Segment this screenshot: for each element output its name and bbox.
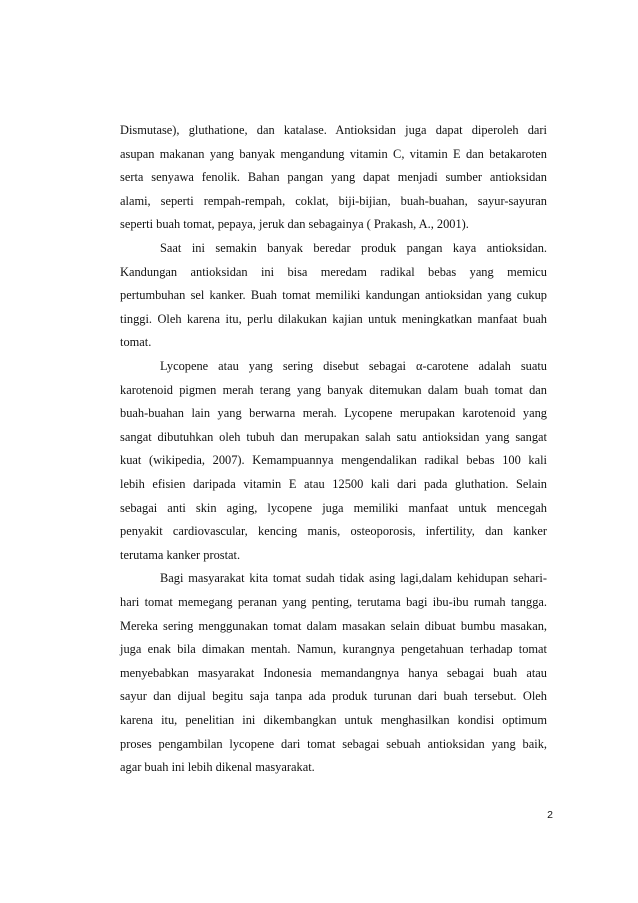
paragraph-first-line: Saat ini semakin banyak beredar produk pangan kaya antioksidan. [160, 241, 547, 255]
text-line: terutama kanker prostat. [120, 548, 241, 562]
text-line: menyebabkan masyarakat Indonesia memandangnya hanya sebagai buah atau [120, 666, 547, 680]
text-line: tomat. [120, 335, 152, 349]
text-line: pertumbuhan sel kanker. Buah tomat memiliki kandungan antioksidan yang cukup [120, 288, 547, 302]
text-line: seperti buah tomat, pepaya, jeruk dan sebagainya ( Prakash, A., 2001). [120, 217, 469, 231]
text-line: kuat (wikipedia, 2007). Kemampuannya mengendalikan radikal bebas 100 kali [120, 453, 547, 467]
paragraph-first-line: Lycopene atau yang sering disebut sebagai α-carotene adalah suatu [160, 359, 547, 373]
paragraph-first-line: Bagi masyarakat kita tomat sudah tidak asing lagi,dalam kehidupan sehari- [160, 571, 547, 585]
text-line: karena itu, penelitian ini dikembangkan untuk menghasilkan kondisi optimum [120, 713, 547, 727]
text-line: sayur dan dijual begitu saja tanpa ada produk turunan dari buah tersebut. Oleh [120, 689, 547, 703]
text-line: penyakit cardiovascular, kencing manis, osteoporosis, infertility, dan kanker [120, 524, 547, 538]
text-line: sangat dibutuhkan oleh tubuh dan merupakan salah satu antioksidan yang sangat [120, 430, 547, 444]
text-line: tinggi. Oleh karena itu, perlu dilakukan kajian untuk meningkatkan manfaat buah [120, 312, 547, 326]
text-line: buah-buahan lain yang berwarna merah. Lycopene merupakan karotenoid yang [120, 406, 547, 420]
text-line: Dismutase), gluthatione, dan katalase. Antioksidan juga dapat diperoleh dari [120, 123, 547, 137]
text-line: serta senyawa fenolik. Bahan pangan yang dapat menjadi sumber antioksidan [120, 170, 547, 184]
text-line: lebih efisien daripada vitamin E atau 12500 kali dari pada gluthation. Selain [120, 477, 547, 491]
text-line: agar buah ini lebih dikenal masyarakat. [120, 760, 315, 774]
text-line: alami, seperti rempah-rempah, coklat, biji-bijian, buah-buahan, sayur-sayuran [120, 194, 547, 208]
text-line: juga enak bila dimakan mentah. Namun, kurangnya pengetahuan terhadap tomat [120, 642, 547, 656]
text-line: hari tomat memegang peranan yang penting, terutama bagi ibu-ibu rumah tangga. [120, 595, 547, 609]
text-line: sebagai anti skin aging, lycopene juga memiliki manfaat untuk mencegah [120, 501, 547, 515]
text-line: proses pengambilan lycopene dari tomat sebagai sebuah antioksidan yang baik, [120, 737, 547, 751]
text-line: Mereka sering menggunakan tomat dalam masakan selain dibuat bumbu masakan, [120, 619, 547, 633]
text-line: asupan makanan yang banyak mengandung vitamin C, vitamin E dan betakaroten [120, 147, 547, 161]
text-line: karotenoid pigmen merah terang yang banyak ditemukan dalam buah tomat dan [120, 383, 547, 397]
text-line: Kandungan antioksidan ini bisa meredam radikal bebas yang memicu [120, 265, 547, 279]
page-number: 2 [547, 809, 553, 821]
